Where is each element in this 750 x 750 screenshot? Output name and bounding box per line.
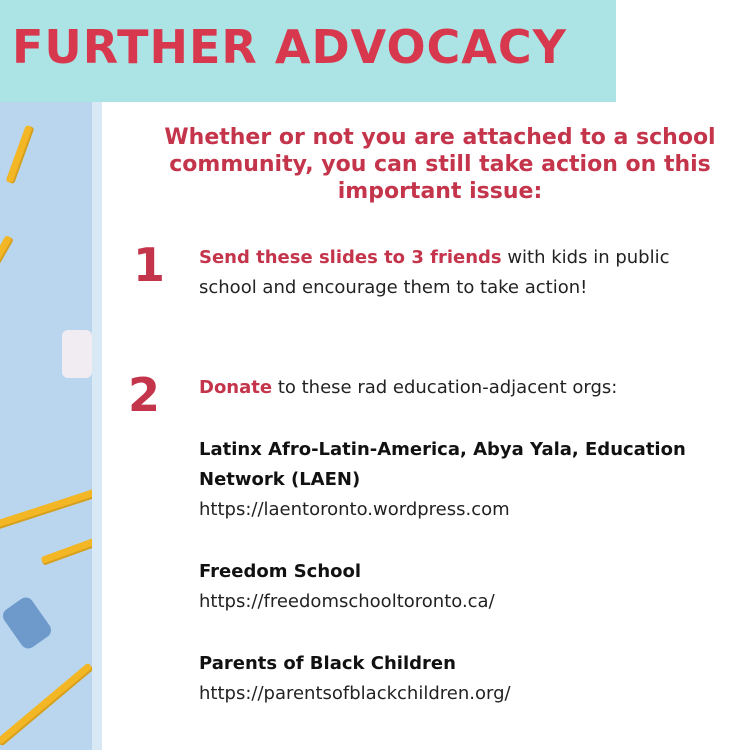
pencil-decoration: [6, 125, 35, 184]
header-banner: [0, 0, 616, 102]
org-url-link[interactable]: https://parentsofblackchildren.org/: [199, 683, 511, 704]
org-url-link[interactable]: https://freedomschooltoronto.ca/: [199, 591, 495, 612]
step-1-highlight: Send these slides to 3 friends: [199, 247, 502, 268]
org-name: Latinx Afro-Latin-America, Abya Yala, Education Network (LAEN): [199, 439, 686, 490]
step-1-body: with kids in public school and encourage them to take action!: [199, 247, 670, 298]
pencil-decoration: [0, 235, 14, 274]
pencil-decoration: [0, 488, 92, 531]
page-title: FURTHER ADVOCACY: [12, 20, 567, 74]
pencil-decoration: [0, 662, 92, 746]
step-number-2: 2: [128, 368, 161, 422]
step-1-text: [199, 243, 719, 303]
step-2-body: to these rad education-adjacent orgs:: [272, 377, 618, 398]
org-item: [199, 557, 719, 617]
step-2-text: [199, 373, 719, 403]
intro-text: Whether or not you are attached to a school community, you can still take action on this important issue:: [164, 125, 716, 204]
org-name: Freedom School: [199, 561, 362, 582]
org-item: [199, 435, 719, 525]
org-name: Parents of Black Children: [199, 653, 456, 674]
eraser-decoration: [62, 330, 92, 378]
binder-clip-decoration: [0, 594, 54, 651]
org-url-link[interactable]: https://laentoronto.wordpress.com: [199, 499, 510, 520]
step-2-highlight: Donate: [199, 377, 273, 398]
step-number-1: 1: [133, 238, 166, 292]
org-item: [199, 649, 719, 709]
decorative-photo-strip: [0, 0, 92, 750]
pencil-decoration: [41, 533, 92, 565]
decorative-edge: [92, 0, 102, 750]
